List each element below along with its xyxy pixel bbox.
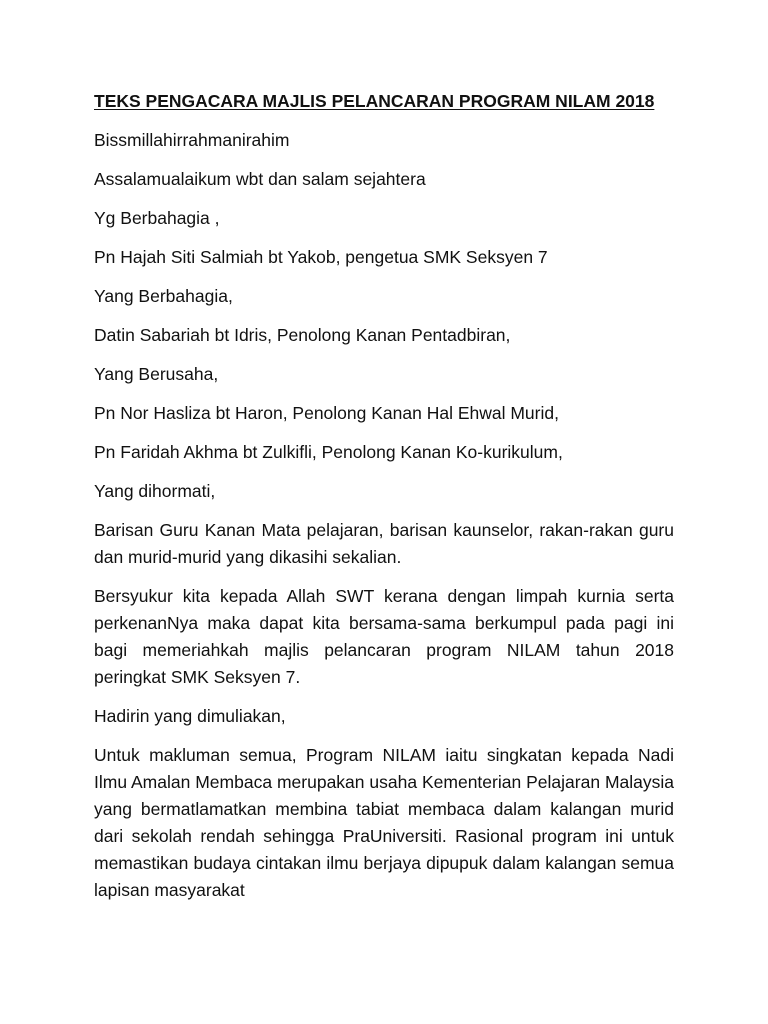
- gratitude-paragraph: Bersyukur kita kepada Allah SWT kerana dengan limpah kurnia serta perkenanNya maka dapat kita bersama-sama berkumpul pada pagi ini bagi memeriahkah majlis pelancaran program NILAM tahun 2018 peringkat SMK Seksyen 7.: [94, 586, 674, 687]
- document-title: TEKS PENGACARA MAJLIS PELANCARAN PROGRAM NILAM 2018: [94, 91, 655, 111]
- salutation-line: Yang Berusaha,: [94, 364, 219, 384]
- principal-line: Pn Hajah Siti Salmiah bt Yakob, pengetua SMK Seksyen 7: [94, 247, 548, 267]
- admin-line: Datin Sabariah bt Idris, Penolong Kanan Pentadbiran,: [94, 325, 511, 345]
- opening-line: Bissmillahirrahmanirahim: [94, 130, 290, 150]
- document-body: [94, 88, 674, 916]
- salutation-line: Yg Berbahagia ,: [94, 208, 220, 228]
- audience-paragraph: Barisan Guru Kanan Mata pelajaran, barisan kaunselor, rakan-rakan guru dan murid-murid yang dikasihi sekalian.: [94, 520, 674, 567]
- salutation-line: Yang Berbahagia,: [94, 286, 233, 306]
- salutation-line: Yang dihormati,: [94, 481, 216, 501]
- koko-line: Pn Faridah Akhma bt Zulkifli, Penolong Kanan Ko-kurikulum,: [94, 442, 563, 462]
- greeting-line: Assalamualaikum wbt dan salam sejahtera: [94, 169, 426, 189]
- hem-line: Pn Nor Hasliza bt Haron, Penolong Kanan Hal Ehwal Murid,: [94, 403, 559, 423]
- program-info-paragraph: Untuk makluman semua, Program NILAM iaitu singkatan kepada Nadi Ilmu Amalan Membaca merupakan usaha Kementerian Pelajaran Malaysia yang bermatlamatkan membina tabiat membaca dalam kalangan murid dari sekolah rendah sehingga PraUniversiti. Rasional program ini untuk memastikan budaya cintakan ilmu berjaya dipupuk dalam kalangan semua lapisan masyarakat: [94, 745, 674, 900]
- salutation-line: Hadirin yang dimuliakan,: [94, 706, 286, 726]
